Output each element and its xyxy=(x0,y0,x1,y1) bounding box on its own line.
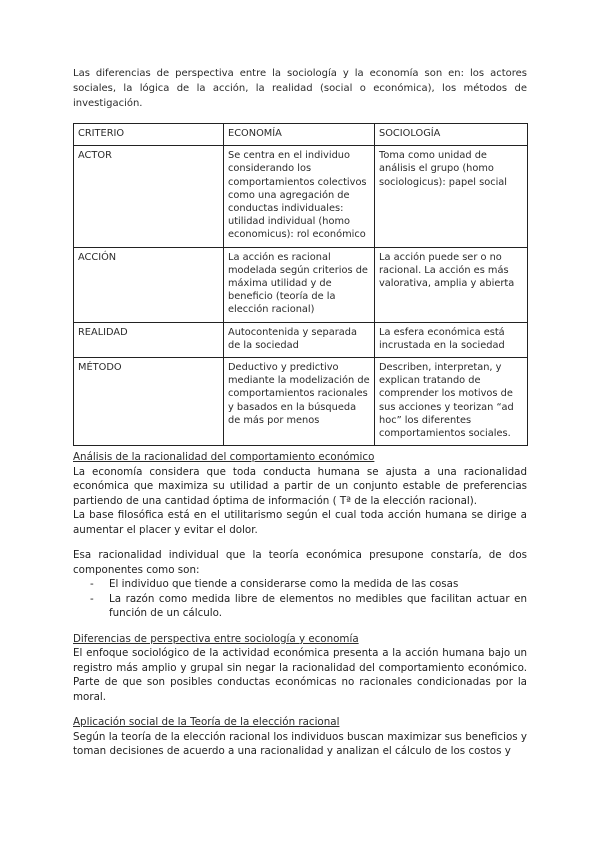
spacer xyxy=(73,537,527,548)
table-row xyxy=(74,146,528,247)
cell-criterio: MÉTODO xyxy=(74,358,224,446)
table-header-row xyxy=(74,124,528,146)
paragraph: Según la teoría de la elección racional los individuos buscan maximizar sus beneficios y toman decisiones de acuerdo a una racionalidad y analizan el cálculo de los costos y xyxy=(73,730,527,758)
list-item-text: La razón como medida libre de elementos no medibles que facilitan actuar en función de un cálculo. xyxy=(109,592,527,620)
dash-icon: - xyxy=(90,578,94,591)
cell-economia: Autocontenida y separada de la sociedad xyxy=(224,322,375,357)
cell-sociologia: Describen, interpretan, y explican tratando de comprender los motivos de sus acciones y teorizan “ad hoc” los diferentes comportamientos sociales. xyxy=(375,358,528,446)
cell-sociologia: La acción puede ser o no racional. La acción es más valorativa, amplia y abierta xyxy=(375,247,528,322)
cell-criterio: REALIDAD xyxy=(74,322,224,357)
spacer xyxy=(73,621,527,632)
intro-paragraph: Las diferencias de perspectiva entre la sociología y la economía son en: los actores sociales, la lógica de la acción, la realidad (social o económica), los métodos de investigación. xyxy=(73,68,527,109)
cell-criterio: ACTOR xyxy=(74,146,224,247)
table-row xyxy=(74,358,528,446)
dash-icon: - xyxy=(90,592,94,605)
cell-sociologia: Toma como unidad de análisis el grupo (homo sociologicus): papel social xyxy=(375,146,528,247)
cell-economia: Deductivo y predictivo mediante la modelización de comportamientos racionales y basados en la búsqueda de más por menos xyxy=(224,358,375,446)
header-economia: ECONOMÍA xyxy=(224,124,375,146)
header-sociologia: SOCIOLOGÍA xyxy=(375,124,528,146)
cell-criterio: ACCIÓN xyxy=(74,247,224,322)
header-criterio: CRITERIO xyxy=(74,124,224,146)
paragraph: Esa racionalidad individual que la teoría económica presupone constaría, de dos componentes como son: xyxy=(73,549,527,576)
cell-sociologia: La esfera económica está incrustada en la sociedad xyxy=(375,322,528,357)
bullet-list xyxy=(73,577,527,621)
section-title: Análisis de la racionalidad del comportamiento económico xyxy=(73,451,375,464)
table-row xyxy=(74,322,528,357)
list-item-text: El individuo que tiende a considerarse como la medida de las cosas xyxy=(109,578,459,591)
cell-economia: La acción es racional modelada según criterios de máxima utilidad y de beneficio (teoría de la elección racional) xyxy=(224,247,375,322)
paragraph: El enfoque sociológico de la actividad económica presenta a la acción humana bajo un registro más amplio y grupal sin negar la racionalidad del comportamiento económico. Parte de que son posibles conductas económicas no racionales condicionadas por la moral. xyxy=(73,647,527,703)
list-item xyxy=(90,577,527,592)
table-row xyxy=(74,247,528,322)
spacer xyxy=(73,704,527,715)
section-title: Diferencias de perspectiva entre sociología y economía xyxy=(73,632,359,645)
cell-economia: Se centra en el individuo considerando los comportamientos colectivos como una agregación de conductas individuales: utilidad individual (homo economicus): rol económico xyxy=(224,146,375,247)
paragraph: La base filosófica está en el utilitarismo según el cual toda acción humana se dirige a aumentar el placer y evitar el dolor. xyxy=(73,509,527,536)
list-item xyxy=(90,592,527,621)
comparison-table xyxy=(73,123,528,446)
section-title: Aplicación social de la Teoría de la elección racional xyxy=(73,716,340,729)
document-page xyxy=(73,66,527,759)
paragraph: La economía considera que toda conducta humana se ajusta a una racionalidad económica que maximiza su utilidad a partir de un conjunto estable de preferencias partiendo de una cantidad óptima de información ( Tª de la elección racional). xyxy=(73,465,527,507)
